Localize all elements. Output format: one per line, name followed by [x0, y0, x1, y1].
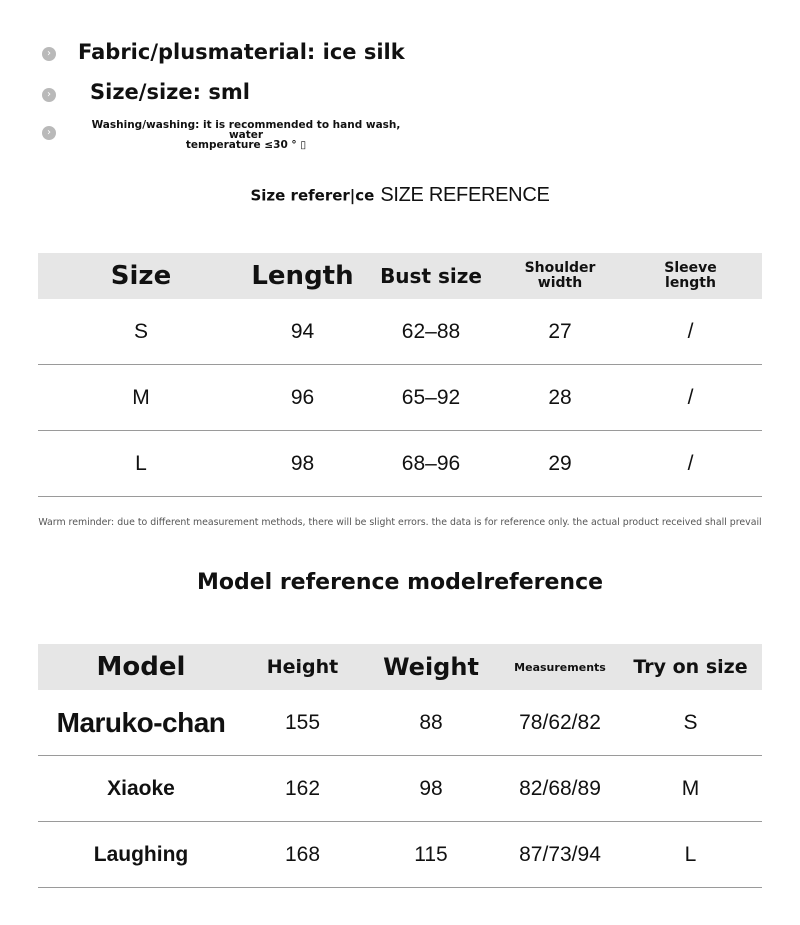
model-table — [38, 644, 762, 888]
cell-length: 96 — [244, 365, 361, 431]
cell-sleeve: / — [619, 431, 762, 497]
cell-size: M — [38, 365, 244, 431]
cell-model-name: Maruko-chan — [38, 690, 244, 756]
cell-shoulder: 29 — [501, 431, 619, 497]
table-row — [38, 431, 762, 497]
size-table — [38, 253, 762, 497]
header-measurements: Measurements — [501, 644, 619, 690]
header-sleeve — [619, 253, 762, 299]
cell-sleeve: / — [619, 299, 762, 365]
spec-size — [0, 80, 800, 106]
cell-try-on: M — [619, 756, 762, 822]
cell-length: 94 — [244, 299, 361, 365]
cell-height: 155 — [244, 690, 361, 756]
header-sleeve-line2: length — [665, 275, 716, 291]
spec-washing-text — [86, 120, 406, 150]
header-shoulder-line2: width — [537, 275, 583, 291]
cell-model-name: Laughing — [38, 822, 244, 888]
cell-shoulder: 27 — [501, 299, 619, 365]
cell-weight: 98 — [361, 756, 501, 822]
cell-size: S — [38, 299, 244, 365]
header-length: Length — [244, 253, 361, 299]
cell-height: 162 — [244, 756, 361, 822]
warm-reminder: Warm reminder: due to different measurement methods, there will be slight errors. the data is for reference only. the actual product received shall prevail — [38, 517, 762, 528]
cell-weight: 115 — [361, 822, 501, 888]
header-try-on: Try on size — [619, 644, 762, 690]
header-bust: Bust size — [361, 253, 501, 299]
spec-fabric — [0, 40, 800, 66]
cell-bust: 65–92 — [361, 365, 501, 431]
washing-line-1: Washing/washing: it is recommended to hand wash, water — [91, 119, 401, 141]
cell-model-name: Xiaoke — [38, 756, 244, 822]
cell-bust: 62–88 — [361, 299, 501, 365]
cell-length: 98 — [244, 431, 361, 497]
header-weight: Weight — [361, 644, 501, 690]
washing-line-2: temperature ≤30 ° ▯ — [185, 139, 307, 151]
header-model: Model — [38, 644, 244, 690]
spec-fabric-text: Fabric/plusmaterial: ice silk — [78, 40, 405, 64]
spec-washing — [0, 119, 800, 151]
chevron-right-icon: › — [42, 88, 56, 102]
cell-try-on: L — [619, 822, 762, 888]
spec-size-text: Size/size: sml — [90, 80, 250, 104]
header-height: Height — [244, 644, 361, 690]
size-table-header — [38, 253, 762, 299]
table-row — [38, 690, 762, 756]
table-row — [38, 822, 762, 888]
size-reference-title-small: Size referer|ce — [250, 186, 375, 205]
model-reference-title: Model reference modelreference — [196, 570, 604, 595]
cell-height: 168 — [244, 822, 361, 888]
table-row — [38, 299, 762, 365]
cell-measurements: 82/68/89 — [501, 756, 619, 822]
cell-bust: 68–96 — [361, 431, 501, 497]
cell-size: L — [38, 431, 244, 497]
cell-try-on: S — [619, 690, 762, 756]
header-shoulder-line1: Shoulder — [524, 260, 596, 276]
size-reference-title — [0, 184, 800, 207]
header-shoulder — [501, 253, 619, 299]
table-row — [38, 756, 762, 822]
header-sleeve-line1: Sleeve — [664, 260, 717, 276]
cell-measurements: 78/62/82 — [501, 690, 619, 756]
cell-shoulder: 28 — [501, 365, 619, 431]
cell-measurements: 87/73/94 — [501, 822, 619, 888]
table-row — [38, 365, 762, 431]
cell-sleeve: / — [619, 365, 762, 431]
model-table-header — [38, 644, 762, 690]
header-size: Size — [38, 253, 244, 299]
chevron-right-icon: › — [42, 126, 56, 140]
chevron-right-icon: › — [42, 47, 56, 61]
cell-weight: 88 — [361, 690, 501, 756]
size-reference-title-big: SIZE REFERENCE — [380, 184, 550, 206]
